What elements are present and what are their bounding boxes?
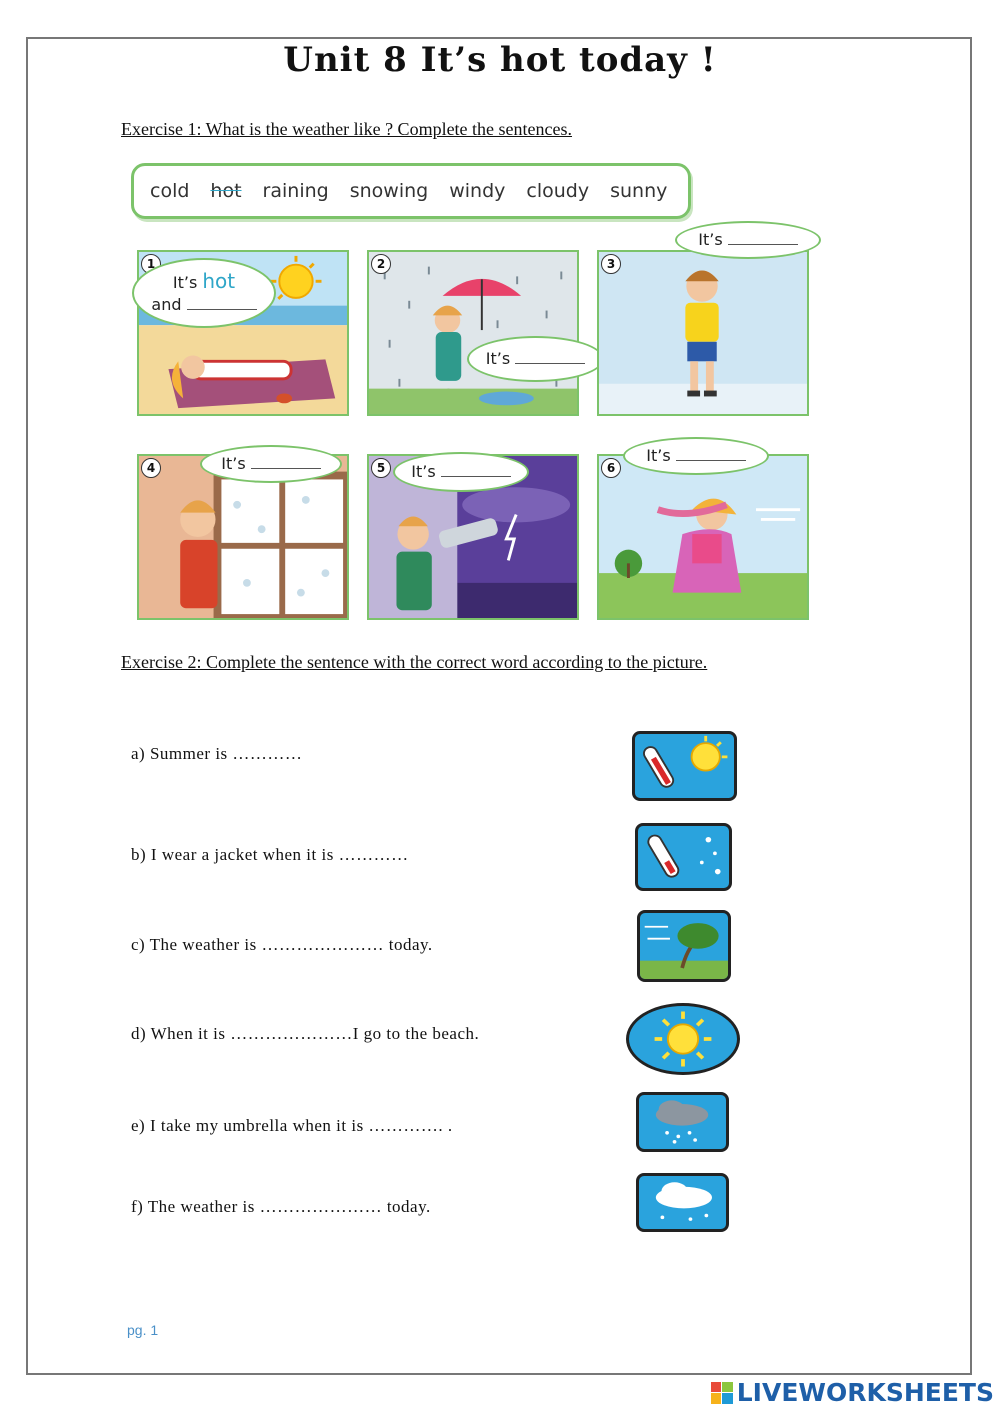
- bubble-prefix: It’s: [698, 230, 723, 249]
- word-bank-item: snowing: [349, 180, 429, 202]
- panel-number: 3: [601, 254, 621, 274]
- bubble-prefix: It’s: [485, 349, 511, 368]
- question-e: e) I take my umbrella when it is …………. .: [131, 1116, 453, 1135]
- bubble-1-and: and: [151, 295, 182, 314]
- word-bank-item: sunny: [610, 180, 668, 202]
- panel-number: 2: [371, 254, 391, 274]
- brand-name: LIVEWORKSHEETS: [736, 1378, 994, 1407]
- panel-2-rain-illustration: [367, 250, 579, 416]
- bubble-1-prefix: It’s: [172, 273, 198, 292]
- speech-bubble-6: [623, 437, 769, 475]
- speech-bubble-1: [132, 258, 276, 328]
- windy-tree-icon: [637, 910, 731, 982]
- rain-cloud-icon: [636, 1092, 729, 1152]
- panel-3-cold-illustration: [597, 250, 809, 416]
- speech-bubble-2: [467, 336, 604, 382]
- speech-bubble-5: [393, 452, 529, 492]
- answer-blank[interactable]: [515, 349, 585, 364]
- word-bank-item: windy: [449, 180, 506, 202]
- panel-6-windy-illustration: [597, 454, 809, 620]
- cold-thermometer-snow-icon: [635, 823, 732, 891]
- word-bank-item: cloudy: [526, 180, 590, 202]
- exercise1-heading: Exercise 1: What is the weather like ? Complete the sentences.: [121, 119, 573, 139]
- brand-logo: [711, 1378, 994, 1407]
- liveworksheets-logo-icon: [711, 1382, 733, 1404]
- question-c: c) The weather is ………………… today.: [131, 935, 433, 954]
- bubble-prefix: It’s: [646, 446, 671, 465]
- sun-icon: [626, 1003, 740, 1075]
- word-bank: [131, 163, 691, 219]
- hot-thermometer-sun-icon: [632, 731, 737, 801]
- question-b: b) I wear a jacket when it is …………: [131, 845, 409, 864]
- cloudy-snow-icon: [636, 1173, 729, 1232]
- question-a: a) Summer is …………: [131, 744, 303, 763]
- answer-blank[interactable]: [187, 295, 257, 310]
- word-bank-item: raining: [262, 180, 329, 202]
- speech-bubble-3: [675, 221, 821, 259]
- speech-bubble-4: [200, 445, 342, 483]
- page-border: [26, 37, 972, 1375]
- panel-number: 5: [371, 458, 391, 478]
- answer-blank[interactable]: [441, 462, 511, 477]
- answer-blank[interactable]: [251, 454, 321, 469]
- question-f: f) The weather is ………………… today.: [131, 1197, 431, 1216]
- panel-number: 4: [141, 458, 161, 478]
- answer-blank[interactable]: [728, 230, 798, 245]
- word-bank-item: cold: [150, 180, 190, 202]
- answer-blank[interactable]: [676, 446, 746, 461]
- question-d: d) When it is …………………I go to the beach.: [131, 1024, 480, 1043]
- panel-number: 1: [141, 254, 161, 274]
- bubble-prefix: It’s: [221, 454, 246, 473]
- bubble-prefix: It’s: [411, 462, 436, 481]
- page-number: pg. 1: [127, 1322, 159, 1338]
- bubble-1-answer: hot: [202, 269, 236, 293]
- panel-number: 6: [601, 458, 621, 478]
- exercise2-heading: Exercise 2: Complete the sentence with the correct word according to the picture.: [121, 652, 708, 672]
- word-bank-item: hot: [210, 180, 242, 202]
- page-title: Unit 8 It’s hot today !: [283, 40, 717, 80]
